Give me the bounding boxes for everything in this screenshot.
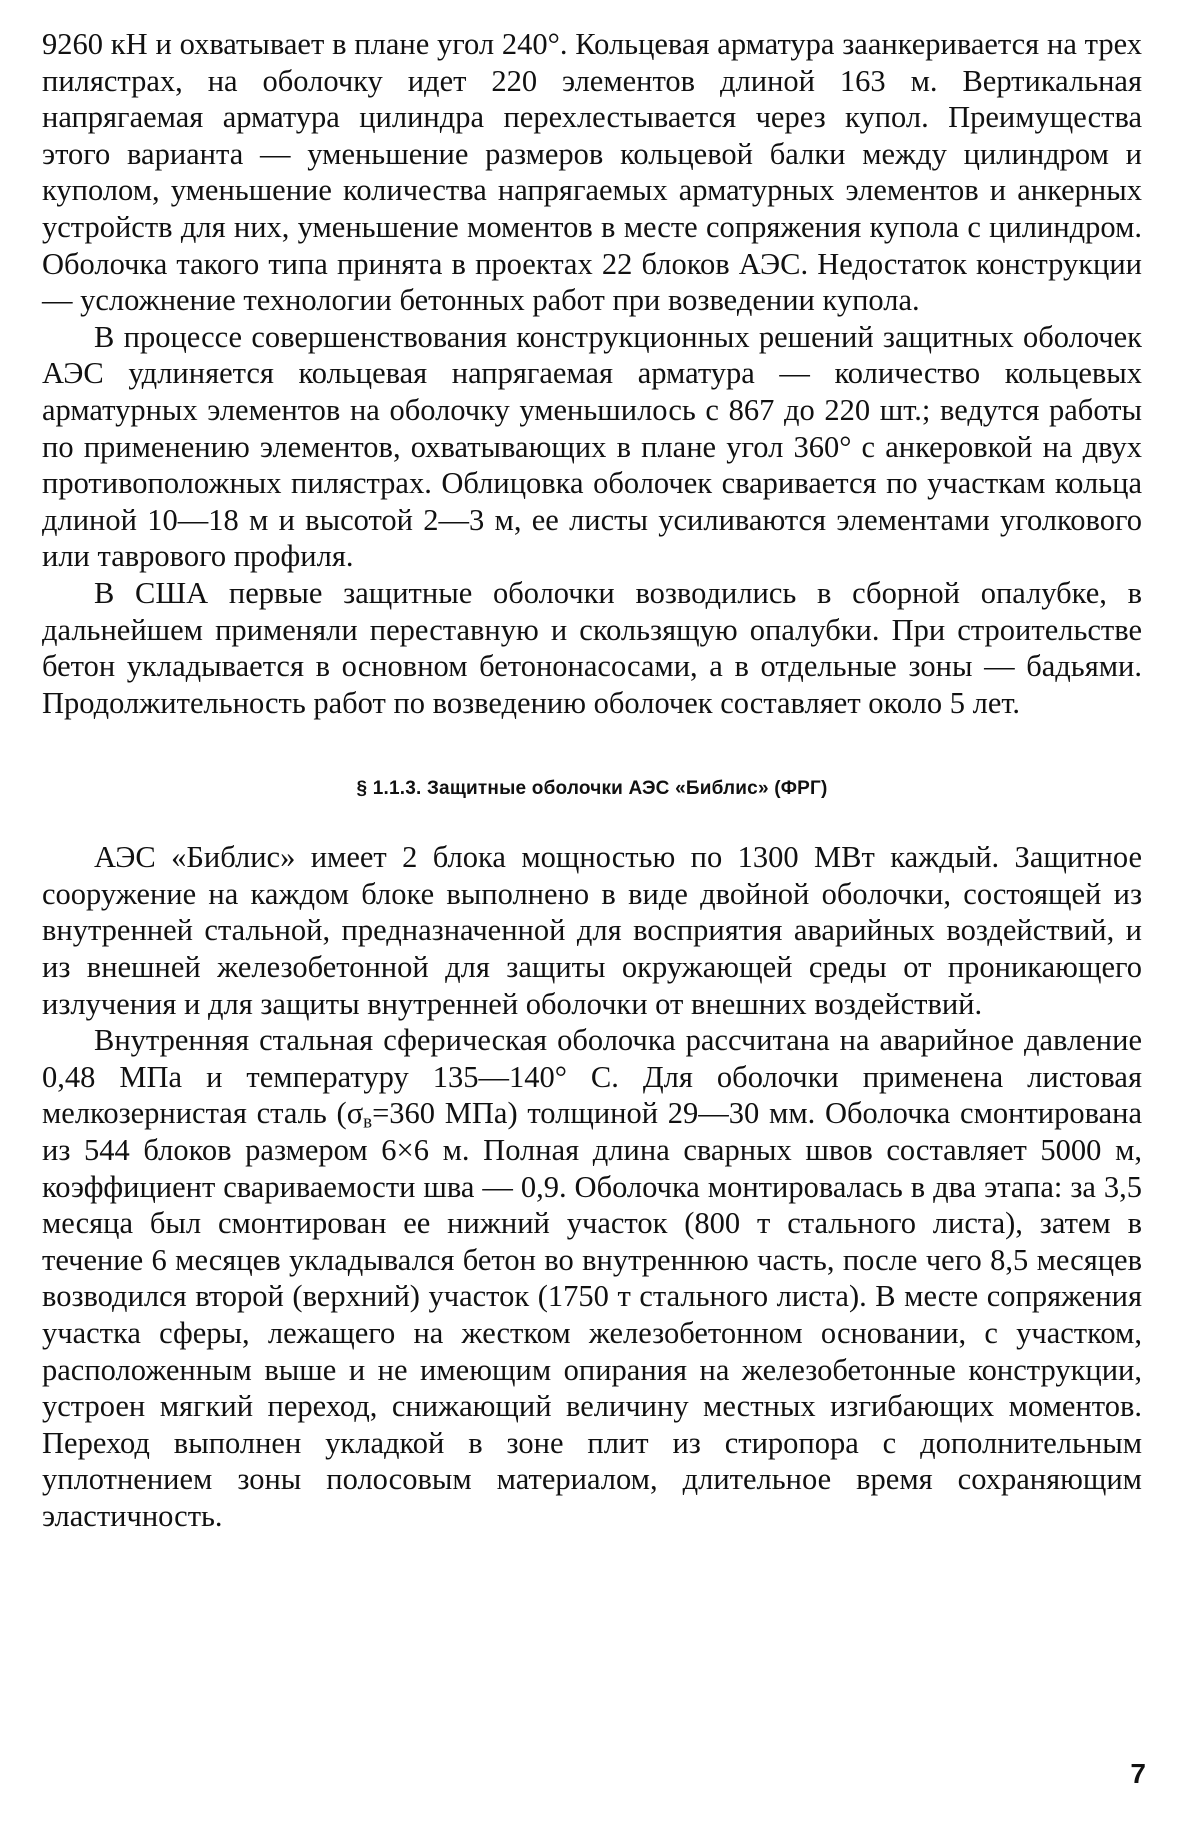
sigma-symbol: σ <box>346 1096 364 1131</box>
paragraph-5-text-start: Внутренняя стальная сферическая оболочка рассчитана на аварийное давление 0,48 МПа и температуру 135—140° С. Для оболочки применена листовая мелкозернистая сталь ( <box>42 1023 1142 1131</box>
document-page <box>42 26 1142 1796</box>
sigma-subscript: в <box>363 1112 373 1134</box>
paragraph-5-text-end: =360 МПа) толщиной 29—30 мм. Оболочка смонтирована из 544 блоков размером 6×6 м. Полная длина сварных швов составляет 5000 м, коэффициент свариваемости шва — 0,9. Оболочка монтировалась в два этапа: за 3,5 месяца был смонтирован ее нижний участок (800 т стального листа), затем в течение 6 месяцев укладывался бетон во внутреннюю часть, после чего 8,5 месяцев возводился второй (верхний) участок (1750 т стального листа). В месте сопряжения участка сферы, лежащего на жестком железобетонном основании, с участком, расположенным выше и не имеющим опирания на железобетонные конструкции, устроен мягкий переход, снижающий величину местных изгибающих моментов. Переход выполнен укладкой в зоне плит из стиропора с дополнительным уплотнением зоны полосовым материалом, длительное время сохраняющим эластичность. <box>42 1096 1142 1533</box>
page-number: 7 <box>1130 1758 1146 1789</box>
section-heading: § 1.1.3. Защитные оболочки АЭС «Библис» (ФРГ) <box>356 778 828 800</box>
paragraph-4: АЭС «Библис» имеет 2 блока мощностью по 1300 МВт каждый. Защитное сооружение на каждом блоке выполнено в виде двойной оболочки, состоящей из внутренней стальной, предназначенной для восприятия аварийных воздействий, и из внешней железобетонной для защиты окружающей среды от проникающего излучения и для защиты внутренней оболочки от внешних воздействий. <box>42 840 1142 1021</box>
paragraph-5 <box>42 1022 1142 1534</box>
paragraph-2: В процессе совершенствования конструкционных решений защитных оболочек АЭС удлиняется кольцевая напрягаемая арматура — количество кольцевых арматурных элементов на оболочку уменьшилось с 867 до 220 шт.; ведутся работы по применению элементов, охватывающих в плане угол 360° с анкеровкой на двух противоположных пилястрах. Облицовка оболочек сваривается по участкам кольца длиной 10—18 м и высотой 2—3 м, ее листы усиливаются элементами уголкового или таврового профиля. <box>42 319 1142 574</box>
paragraph-3: В США первые защитные оболочки возводились в сборной опалубке, в дальнейшем применяли переставную и скользящую опалубки. При строительстве бетон укладывается в основном бетононасосами, а в отдельные зоны — бадьями. Продолжительность работ по возведению оболочек составляет около 5 лет. <box>42 575 1142 720</box>
paragraph-1: 9260 кН и охватывает в плане угол 240°. Кольцевая арматура заанкеривается на трех пилястрах, на оболочку идет 220 элементов длиной 163 м. Вертикальная напрягаемая арматура цилиндра перехлестывается через купол. Преимущества этого варианта — уменьшение размеров кольцевой балки между цилиндром и куполом, уменьшение количества напрягаемых арматурных элементов и анкерных устройств для них, уменьшение моментов в месте сопряжения купола с цилиндром. Оболочка такого типа принята в проектах 22 блоков АЭС. Недостаток конструкции — усложнение технологии бетонных работ при возведении купола. <box>42 27 1142 318</box>
